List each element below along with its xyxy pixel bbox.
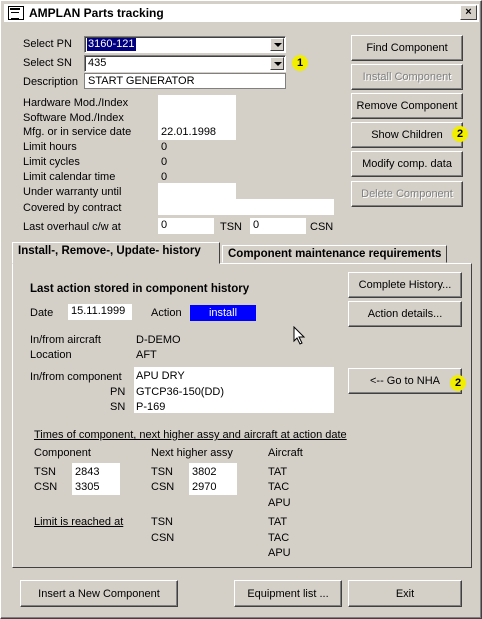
last-overhaul-label: Last overhaul c/w at — [23, 221, 121, 233]
find-component-button[interactable] — [351, 35, 463, 61]
aircraft-column-header: Aircraft — [268, 447, 303, 459]
nha-csn-value: 2970 — [192, 481, 217, 493]
times-heading: Times of component, next higher assy and aircraft at action date — [34, 429, 347, 441]
nha-tsn-value: 3802 — [192, 466, 217, 478]
select-sn-label: Select SN — [23, 57, 72, 69]
select-sn-combo[interactable] — [84, 55, 286, 72]
component-column-header: Component — [34, 447, 91, 459]
close-button[interactable]: × — [460, 5, 477, 20]
aircraft-label: In/from aircraft — [30, 334, 101, 346]
history-heading: Last action stored in component history — [30, 283, 250, 295]
nha-column-header: Next higher assy — [151, 447, 233, 459]
nha-tsn-label: TSN — [151, 466, 173, 478]
description-field[interactable]: START GENERATOR — [84, 73, 286, 89]
action-details-button[interactable] — [348, 301, 462, 327]
modify-component-button[interactable] — [351, 151, 463, 177]
limit-tac-label: TAC — [268, 532, 290, 544]
nha-csn-label: CSN — [151, 481, 175, 493]
find-component-label: Find Component — [366, 42, 448, 54]
contract-label: Covered by contract — [23, 202, 122, 214]
from-component-label: In/from component — [30, 371, 122, 383]
install-component-button[interactable] — [351, 64, 463, 90]
install-component-label: Install Component — [362, 71, 452, 83]
title-bar[interactable] — [4, 4, 479, 22]
select-pn-combo[interactable] — [84, 36, 286, 53]
comp-tsn-label: TSN — [34, 466, 56, 478]
pn-value: GTCP36-150(DD) — [136, 386, 225, 398]
overhaul-csn-label: CSN — [310, 221, 334, 233]
aircraft-apu-label: APU — [268, 497, 291, 509]
select-pn-value: 3160-121 — [88, 38, 135, 50]
overhaul-tsn-label: TSN — [220, 221, 242, 233]
equipment-list-button[interactable] — [234, 580, 342, 607]
show-children-label: Show Children — [371, 129, 443, 141]
hw-mod-label: Hardware Mod./Index — [23, 97, 129, 109]
contract-field[interactable] — [158, 199, 334, 215]
aircraft-tac-label: TAC — [268, 481, 290, 493]
limit-reached-label: Limit is reached at — [34, 516, 124, 528]
action-details-label: Action details... — [367, 308, 443, 320]
callout-badge-2: 2 — [452, 126, 468, 142]
aircraft-tat-label: TAT — [268, 466, 288, 478]
sn-label: SN — [110, 401, 126, 413]
delete-component-label: Delete Component — [361, 188, 453, 200]
exit-button[interactable] — [348, 580, 462, 607]
limit-tat-label: TAT — [268, 516, 288, 528]
exit-label: Exit — [395, 587, 415, 600]
limit-apu-label: APU — [268, 547, 291, 559]
delete-component-button[interactable] — [351, 181, 463, 207]
limit-calendar-label: Limit calendar time — [23, 171, 116, 183]
comp-csn-label: CSN — [34, 481, 58, 493]
sn-value: P-169 — [136, 401, 166, 413]
comp-csn-value: 3305 — [75, 481, 100, 493]
date-field[interactable]: 15.11.1999 — [68, 304, 132, 320]
comp-tsn-value: 2843 — [75, 466, 100, 478]
tab-history[interactable]: Install-, Remove-, Update- history — [12, 242, 220, 264]
limit-cycles-value: 0 — [161, 156, 168, 168]
action-value: install — [190, 305, 256, 321]
callout-badge-2b: 2 — [450, 375, 466, 391]
show-children-button[interactable] — [351, 122, 463, 148]
insert-new-component-button[interactable] — [20, 580, 178, 607]
mouse-pointer-icon — [293, 326, 307, 346]
overhaul-tsn-field[interactable]: 0 — [158, 218, 214, 234]
chevron-down-icon[interactable] — [270, 57, 284, 70]
pn-label: PN — [110, 386, 126, 398]
location-value: AFT — [136, 349, 157, 361]
tab-maintenance-requirements[interactable]: Component maintenance requirements — [222, 245, 447, 263]
complete-history-label: Complete History... — [358, 279, 452, 291]
location-label: Location — [30, 349, 72, 361]
date-label: Date — [30, 307, 54, 319]
component-name: APU DRY — [136, 370, 185, 382]
select-sn-value: 435 — [88, 57, 107, 69]
complete-history-button[interactable] — [348, 272, 462, 298]
warranty-field[interactable] — [158, 183, 236, 199]
limit-csn-label: CSN — [151, 532, 175, 544]
select-pn-label: Select PN — [23, 38, 72, 50]
aircraft-value: D-DEMO — [136, 334, 181, 346]
window-title: AMPLAN Parts tracking — [29, 6, 164, 20]
app-window-icon — [8, 6, 24, 20]
remove-component-button[interactable] — [351, 93, 463, 119]
go-to-nha-button[interactable] — [348, 368, 462, 394]
action-label: Action — [151, 307, 182, 319]
mfg-date-label: Mfg. or in service date — [23, 126, 132, 138]
warranty-label: Under warranty until — [23, 186, 122, 198]
callout-badge-1: 1 — [292, 55, 308, 71]
insert-new-component-label: Insert a New Component — [38, 587, 160, 600]
limit-cycles-label: Limit cycles — [23, 156, 80, 168]
mfg-date-value: 22.01.1998 — [161, 126, 217, 138]
limit-hours-label: Limit hours — [23, 141, 77, 153]
limit-calendar-value: 0 — [161, 171, 168, 183]
go-to-nha-label: <-- Go to NHA — [370, 375, 440, 387]
limit-hours-value: 0 — [161, 141, 168, 153]
modify-component-label: Modify comp. data — [362, 158, 452, 170]
description-label: Description — [23, 76, 79, 88]
limit-tsn-label: TSN — [151, 516, 173, 528]
remove-component-label: Remove Component — [356, 100, 458, 112]
equipment-list-label: Equipment list ... — [247, 587, 329, 600]
sw-mod-label: Software Mod./Index — [23, 112, 124, 124]
overhaul-csn-field[interactable]: 0 — [250, 218, 306, 234]
chevron-down-icon[interactable] — [270, 38, 284, 51]
